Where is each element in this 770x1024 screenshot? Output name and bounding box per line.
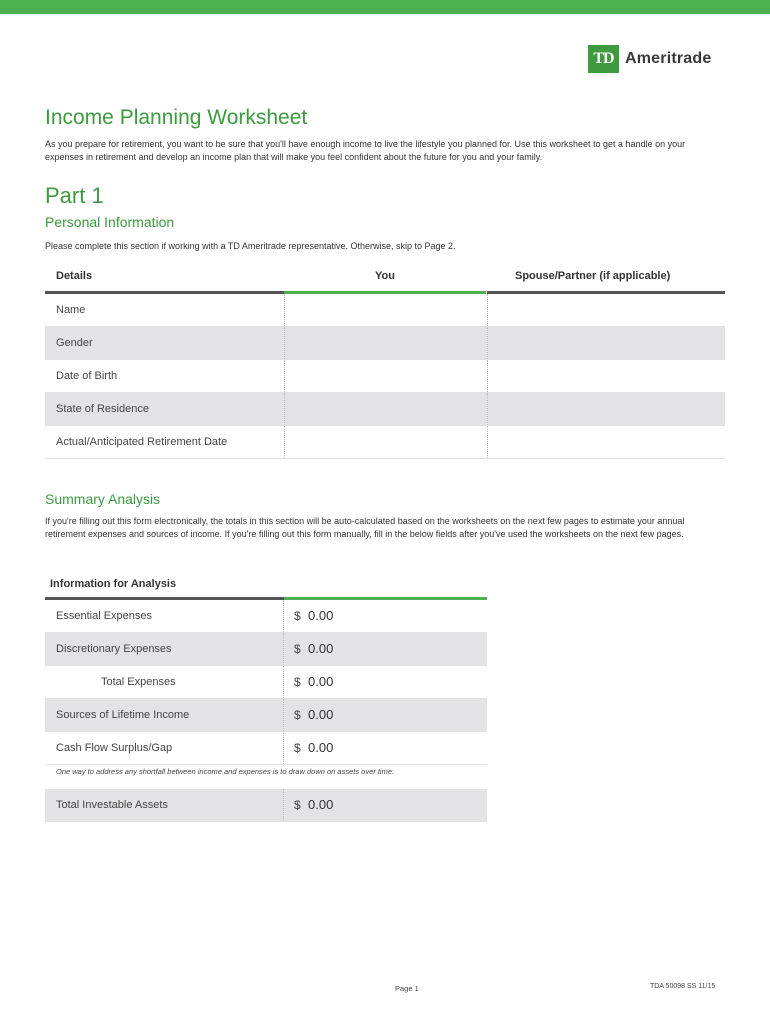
- currency-symbol: $: [294, 798, 301, 812]
- column-header-you: You: [375, 270, 395, 282]
- currency-symbol: $: [294, 609, 301, 623]
- details-rows: [45, 294, 725, 459]
- personal-information-heading: Personal Information: [45, 214, 175, 230]
- row-label: Actual/Anticipated Retirement Date: [56, 436, 228, 448]
- top-accent-bar: [0, 0, 770, 14]
- td-ameritrade-logo: [588, 45, 711, 73]
- table-row: [45, 294, 725, 327]
- investable-assets-field[interactable]: [283, 789, 334, 821]
- spouse-name-field[interactable]: [487, 294, 726, 326]
- personal-information-note: Please complete this section if working with a TD Ameritrade representative. Otherwise, skip to Page 2.: [45, 241, 456, 251]
- row-label: Gender: [56, 337, 93, 349]
- row-label: Cash Flow Surplus/Gap: [56, 742, 173, 754]
- page-number: Page 1: [395, 984, 419, 993]
- row-label: Total Investable Assets: [56, 799, 168, 811]
- table-row: [45, 732, 487, 765]
- you-retirement-date-field[interactable]: [284, 426, 487, 458]
- part-heading: Part 1: [45, 183, 104, 208]
- table-row: [45, 633, 487, 666]
- table-row: [45, 600, 487, 633]
- personal-details-table: [45, 264, 725, 448]
- table-row: [45, 393, 725, 426]
- row-label: State of Residence: [56, 403, 149, 415]
- you-state-field[interactable]: [284, 393, 487, 425]
- table-row: [45, 426, 725, 459]
- total-expenses-field[interactable]: [283, 666, 334, 698]
- analysis-rows: [45, 600, 487, 765]
- row-label: Total Expenses: [101, 676, 176, 688]
- page-title: Income Planning Worksheet: [45, 106, 308, 129]
- row-label: Name: [56, 304, 86, 316]
- lifetime-income-field[interactable]: [283, 699, 334, 731]
- logo-wordmark: Ameritrade: [625, 50, 712, 67]
- summary-analysis-note: If you're filling out this form electronically, the totals in this section will be auto-calculated based on the worksheets on the next few pages to estimate your annual retirement expenses and sources of income. If you're filling out this form manually, fill in the below fields after you've used the worksheets on the next few pages.: [45, 516, 685, 539]
- currency-symbol: $: [294, 675, 301, 689]
- you-name-field[interactable]: [284, 294, 487, 326]
- table-row: [45, 360, 725, 393]
- field-value: 0.00: [308, 641, 334, 656]
- spouse-date-of-birth-field[interactable]: [487, 360, 726, 392]
- you-gender-field[interactable]: [284, 327, 487, 359]
- analysis-table-heading: Information for Analysis: [50, 578, 177, 590]
- table-row: [45, 327, 725, 360]
- table-row: [45, 699, 487, 732]
- essential-expenses-field[interactable]: [283, 600, 334, 632]
- discretionary-expenses-field[interactable]: [283, 633, 334, 665]
- cash-flow-field[interactable]: [283, 732, 334, 764]
- form-identifier: TDA 50098 SS 11/15: [650, 983, 716, 990]
- field-value: 0.00: [308, 797, 334, 812]
- currency-symbol: $: [294, 642, 301, 656]
- spouse-retirement-date-field[interactable]: [487, 426, 726, 458]
- field-value: 0.00: [308, 608, 334, 623]
- spouse-state-field[interactable]: [487, 393, 726, 425]
- currency-symbol: $: [294, 708, 301, 722]
- field-value: 0.00: [308, 707, 334, 722]
- investable-assets-table: [45, 789, 487, 822]
- row-label: Date of Birth: [56, 370, 118, 382]
- you-date-of-birth-field[interactable]: [284, 360, 487, 392]
- analysis-footnote: One way to address any shortfall between income and expenses is to draw down on assets over time.: [56, 767, 395, 776]
- row-label: Essential Expenses: [56, 610, 152, 622]
- spouse-gender-field[interactable]: [487, 327, 726, 359]
- details-header-row: [45, 264, 725, 290]
- currency-symbol: $: [294, 741, 301, 755]
- column-header-details: Details: [56, 270, 93, 282]
- table-row: [45, 666, 487, 699]
- column-header-spouse: Spouse/Partner (if applicable): [515, 270, 671, 282]
- row-label: Discretionary Expenses: [56, 643, 172, 655]
- row-label: Sources of Lifetime Income: [56, 709, 190, 721]
- td-logo-mark: TD: [588, 45, 619, 73]
- field-value: 0.00: [308, 674, 334, 689]
- table-row: [45, 789, 487, 822]
- intro-paragraph: As you prepare for retirement, you want to be sure that you'll have enough income to live the lifestyle you planned for. Use this worksheet to get a handle on your expenses in retirement and develop an income plan that will make you feel confident about the future for you and your family.: [45, 139, 686, 162]
- field-value: 0.00: [308, 740, 334, 755]
- summary-analysis-heading: Summary Analysis: [45, 491, 161, 507]
